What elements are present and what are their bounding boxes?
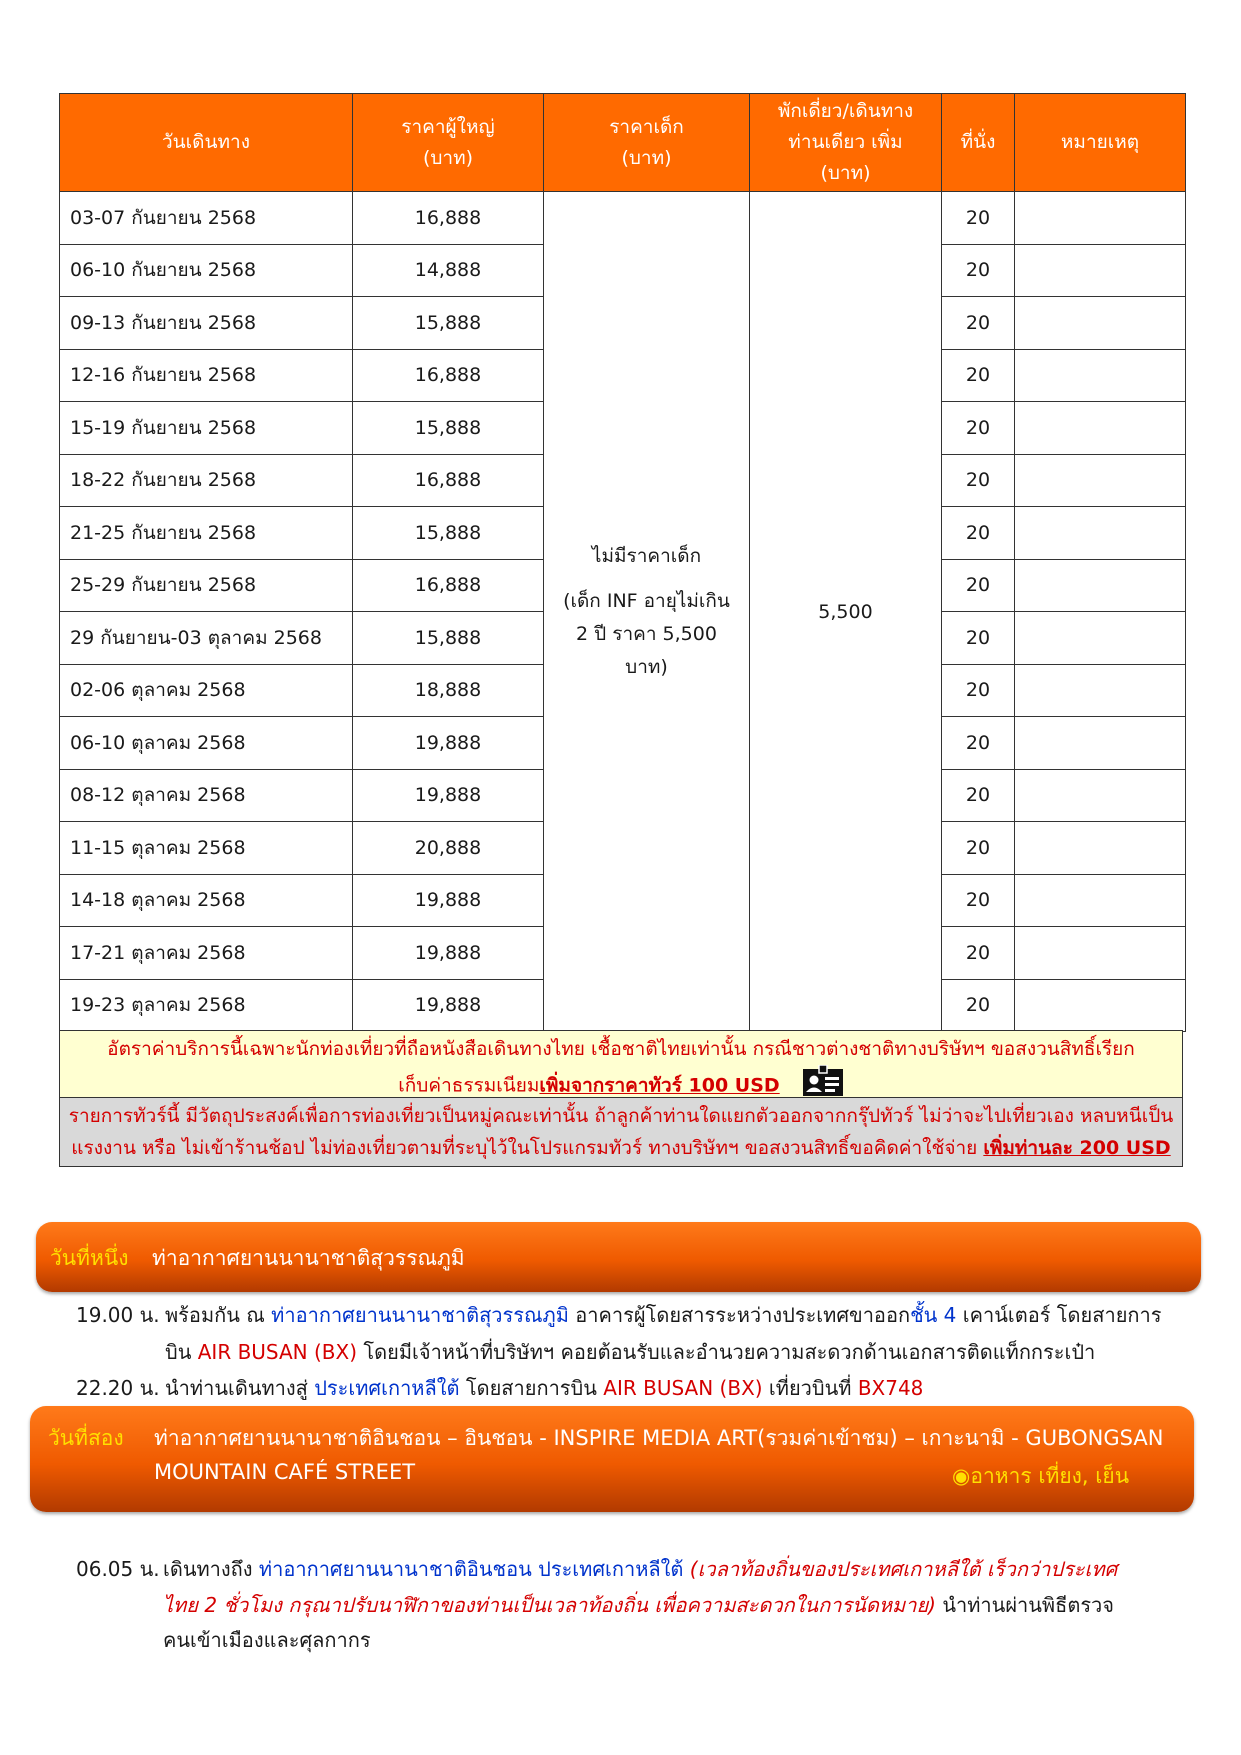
day1-item1-line2: บิน AIR BUSAN (BX) โดยมีเจ้าหน้าที่บริษัทฯ คอยต้อนรับและอำนวยความสะดวกด้านเอกสารติดแท็กกระเป๋า: [165, 1340, 1096, 1364]
remark-cell: [1015, 297, 1186, 350]
seats-cell: 20: [942, 507, 1015, 560]
departure-date-cell: 06-10 กันยายน 2568: [60, 244, 353, 297]
day2-meals: ◉อาหาร เที่ยง, เย็น: [952, 1464, 1130, 1488]
remark-cell: [1015, 874, 1186, 927]
adult-price-cell: 19,888: [353, 769, 544, 822]
day1-time-2: 22.20 น.: [76, 1376, 160, 1400]
departure-date-cell: 06-10 ตุลาคม 2568: [60, 717, 353, 770]
remark-cell: [1015, 612, 1186, 665]
departure-date-cell: 03-07 กันยายน 2568: [60, 192, 353, 245]
seats-cell: 20: [942, 192, 1015, 245]
adult-price-cell: 16,888: [353, 454, 544, 507]
departure-date-cell: 21-25 กันยายน 2568: [60, 507, 353, 560]
infant-note: (เด็ก INF อายุไม่เกิน 2 ปี ราคา 5,500 บาท): [563, 589, 730, 678]
remark-cell: [1015, 349, 1186, 402]
adult-price-cell: 16,888: [353, 559, 544, 612]
day2-title-line2: MOUNTAIN CAFÉ STREET: [154, 1460, 416, 1484]
remark-cell: [1015, 717, 1186, 770]
single-supplement-cell: 5,500: [750, 192, 942, 1032]
seats-cell: 20: [942, 244, 1015, 297]
departure-date-cell: 15-19 กันยายน 2568: [60, 402, 353, 455]
day2-item1-line3: คนเข้าเมืองและศุลกากร: [163, 1628, 371, 1652]
day2-header-bar: [30, 1406, 1194, 1512]
seats-cell: 20: [942, 979, 1015, 1032]
day1-time-1: 19.00 น.: [76, 1303, 160, 1327]
day1-label: วันที่หนึ่ง: [50, 1246, 129, 1270]
adult-price-cell: 19,888: [353, 979, 544, 1032]
adult-price-cell: 15,888: [353, 402, 544, 455]
day2-label: วันที่สอง: [48, 1426, 124, 1450]
departure-date-cell: 19-23 ตุลาคม 2568: [60, 979, 353, 1032]
header-child-price: ราคาเด็ก (บาท): [544, 94, 750, 192]
remark-cell: [1015, 664, 1186, 717]
adult-price-cell: 20,888: [353, 822, 544, 875]
no-child-price-label: ไม่มีราคาเด็ก: [591, 544, 702, 567]
remark-cell: [1015, 192, 1186, 245]
seats-cell: 20: [942, 349, 1015, 402]
price-table: [59, 93, 1186, 1032]
remark-cell: [1015, 454, 1186, 507]
adult-price-cell: 15,888: [353, 612, 544, 665]
seats-cell: 20: [942, 822, 1015, 875]
remark-cell: [1015, 979, 1186, 1032]
child-price-cell: [544, 192, 750, 1032]
seats-cell: 20: [942, 769, 1015, 822]
day2-time-1: 06.05 น.: [76, 1557, 160, 1581]
day1-header-bar: [36, 1222, 1201, 1292]
header-adult-price: ราคาผู้ใหญ่ (บาท): [353, 94, 544, 192]
seats-cell: 20: [942, 717, 1015, 770]
adult-price-cell: 15,888: [353, 297, 544, 350]
seats-cell: 20: [942, 402, 1015, 455]
remark-cell: [1015, 769, 1186, 822]
day2-item1-line2: ไทย 2 ชั่วโมง กรุณาปรับนาฬิกาของท่านเป็นเวลาท้องถิ่น เพื่อความสะดวกในการนัดหมาย) นำท่านผ่านพิธีตรวจ: [163, 1593, 1115, 1617]
seats-cell: 20: [942, 612, 1015, 665]
adult-price-cell: 16,888: [353, 192, 544, 245]
adult-price-cell: 19,888: [353, 927, 544, 980]
remark-cell: [1015, 822, 1186, 875]
adult-price-cell: 15,888: [353, 507, 544, 560]
day2-item1-line1: เดินทางถึง ท่าอากาศยานนานาชาติอินชอน ประเทศเกาหลีใต้ (เวลาท้องถิ่นของประเทศเกาหลีใต้ เร็วกว่าประเทศ: [163, 1557, 1118, 1581]
departure-date-cell: 14-18 ตุลาคม 2568: [60, 874, 353, 927]
day1-title: ท่าอากาศยานนานาชาติสุวรรณภูมิ: [152, 1246, 465, 1270]
departure-date-cell: 25-29 กันยายน 2568: [60, 559, 353, 612]
day1-item1-line1: พร้อมกัน ณ ท่าอากาศยานนานาชาติสุวรรณภูมิ อาคารผู้โดยสารระหว่างประเทศขาออกชั้น 4 เคาน์เตอร์ โดยสายการ: [165, 1303, 1162, 1327]
adult-price-cell: 19,888: [353, 874, 544, 927]
remark-cell: [1015, 402, 1186, 455]
foreigner-fee-note: อัตราค่าบริการนี้เฉพาะนักท่องเที่ยวที่ถือหนังสือเดินทางไทย เชื้อชาติไทยเท่านั้น กรณีชาวต่างชาติทางบริษัทฯ ขอสงวนสิทธิ์เรียก เก็บค่าธรรมเนียมเพิ่มจากราคาทัวร์ 100 USD: [59, 1030, 1183, 1100]
departure-date-cell: 08-12 ตุลาคม 2568: [60, 769, 353, 822]
departure-date-cell: 18-22 กันยายน 2568: [60, 454, 353, 507]
departure-date-cell: 17-21 ตุลาคม 2568: [60, 927, 353, 980]
table-header-row: [60, 94, 1186, 192]
remark-cell: [1015, 559, 1186, 612]
departure-date-cell: 12-16 กันยายน 2568: [60, 349, 353, 402]
departure-date-cell: 11-15 ตุลาคม 2568: [60, 822, 353, 875]
adult-price-cell: 16,888: [353, 349, 544, 402]
seats-cell: 20: [942, 559, 1015, 612]
remark-cell: [1015, 927, 1186, 980]
seats-cell: 20: [942, 297, 1015, 350]
departure-date-cell: 02-06 ตุลาคม 2568: [60, 664, 353, 717]
seats-cell: 20: [942, 927, 1015, 980]
day2-title-line1: ท่าอากาศยานนานาชาติอินชอน – อินชอน - INSPIRE MEDIA ART(รวมค่าเข้าชม) – เกาะนามิ - GUBONGSAN: [154, 1426, 1164, 1450]
departure-date-cell: 09-13 กันยายน 2568: [60, 297, 353, 350]
remark-cell: [1015, 244, 1186, 297]
adult-price-cell: 19,888: [353, 717, 544, 770]
day1-item2-line: นำท่านเดินทางสู่ ประเทศเกาหลีใต้ โดยสายการบิน AIR BUSAN (BX) เที่ยวบินที่ BX748: [165, 1376, 924, 1400]
adult-price-cell: 14,888: [353, 244, 544, 297]
header-remark: หมายเหตุ: [1015, 94, 1186, 192]
adult-price-cell: 18,888: [353, 664, 544, 717]
header-single-supplement: พักเดี่ยว/เดินทาง ท่านเดียว เพิ่ม (บาท): [750, 94, 942, 192]
group-tour-note: รายการทัวร์นี้ มีวัตถุประสงค์เพื่อการท่องเที่ยวเป็นหมู่คณะเท่านั้น ถ้าลูกค้าท่านใดแยกตัวออกจากกรุ๊ปทัวร์ ไม่ว่าจะไปเที่ยวเอง หลบหนีเป็น แรงงาน หรือ ไม่เข้าร้านช้อป ไม่ท่องเที่ยวตามที่ระบุไว้ในโปรแกรมทัวร์ ทางบริษัทฯ ขอสงวนสิทธิ์ขอคิดค่าใช้จ่าย เพิ่มท่านละ 200 USD: [59, 1097, 1183, 1167]
remark-cell: [1015, 507, 1186, 560]
seats-cell: 20: [942, 454, 1015, 507]
departure-date-cell: 29 กันยายน-03 ตุลาคม 2568: [60, 612, 353, 665]
table-row: [60, 192, 1186, 245]
header-seats: ที่นั่ง: [942, 94, 1015, 192]
seats-cell: 20: [942, 874, 1015, 927]
seats-cell: 20: [942, 664, 1015, 717]
meal-icon: ◉: [952, 1464, 971, 1488]
header-date: วันเดินทาง: [60, 94, 353, 192]
